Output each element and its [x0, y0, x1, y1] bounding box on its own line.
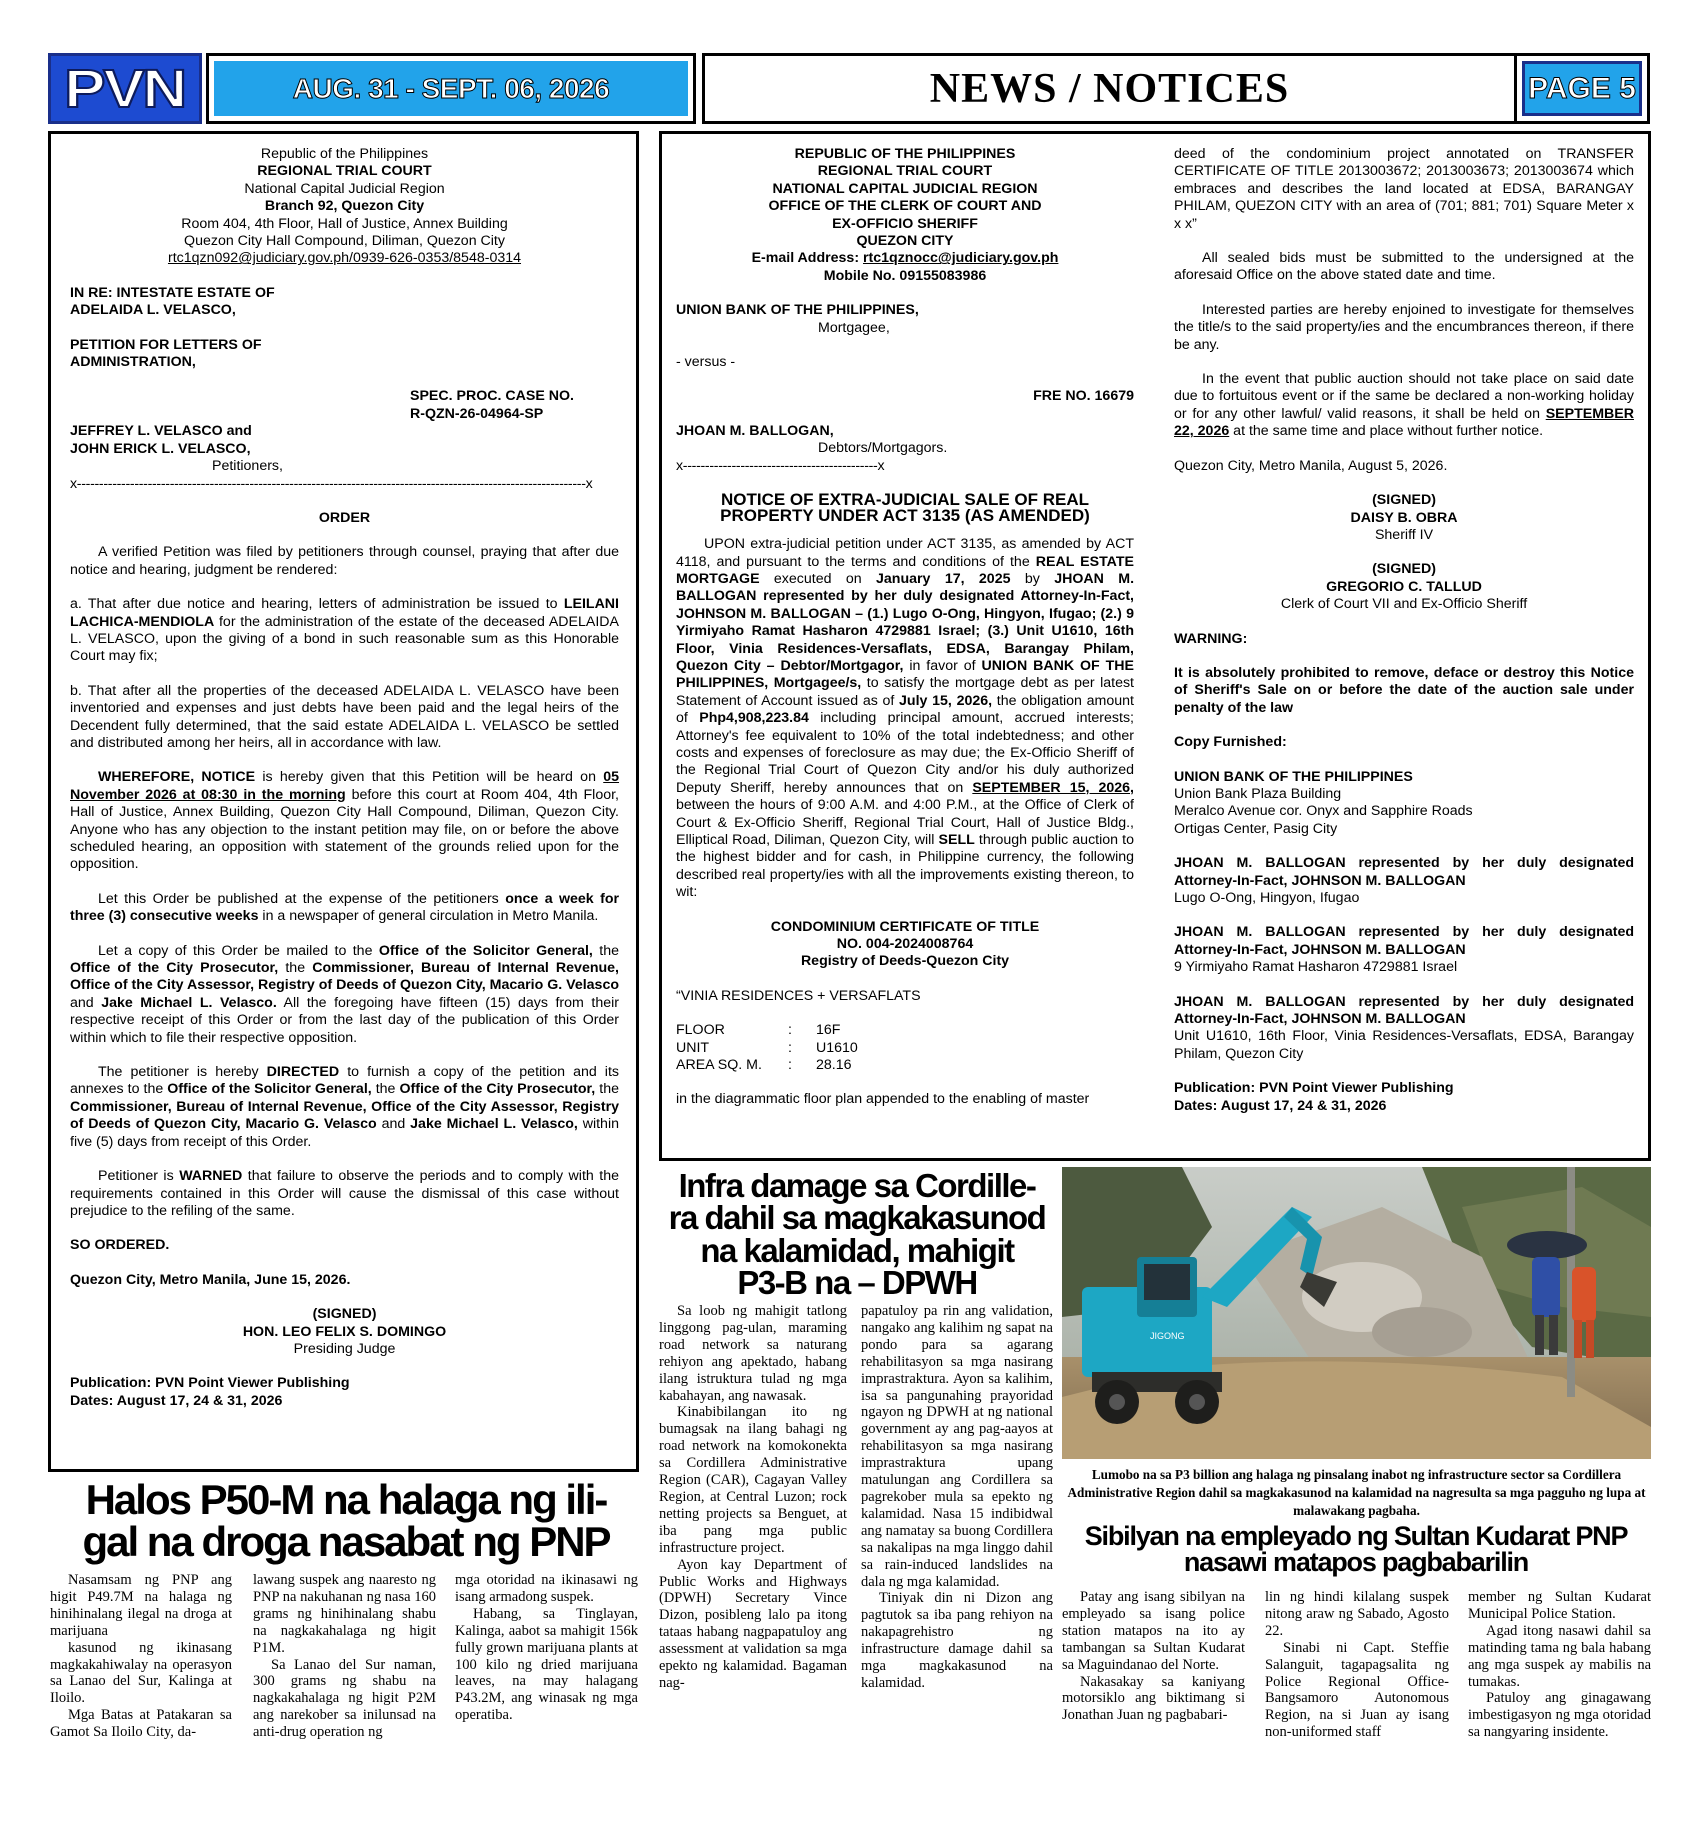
article-paragraph: Kinabibilangan ito ng bumagsak na ilang bahagi ng road network na komokonekta sa Cordillera Administrative Region (CAR), Cagayan Valley Region, at Central Luzon; rock netting projects sa Benguet, at iba pang mga public infrastructure project.	[659, 1404, 847, 1556]
sale-col-right	[1174, 146, 1634, 1115]
article-paragraph: papatuloy pa rin ang validation, nangako ang kalihim ng sapat na pondo para sa agarang rehabilitasyon sa mga nasirang imprastraktura. Ayon sa kalihim, isa sa pangunahing prayoridad ngayon ng DPWH at ng national government ay ang pag-aayos at rehabilitasyon sa mga nasirang imprastraktura upang matulungan ang Cordillera sa pagrekober mula sa epekto ng kalamidad. Nasa 15 indibidwal ang namatay sa buong Cordillera sa nakalipas na mga linggo dahil sa rain-induced landslides na dala ng mga kalamidad.	[861, 1303, 1053, 1590]
signed-label: (SIGNED)	[1372, 561, 1436, 578]
headline-line: na kalamidad, mahigit	[700, 1231, 1014, 1269]
warning-text: It is absolutely prohibited to remove, deface or destroy this Notice of Sheriff's Sale on or before the date of the auction sale under penalty of the law	[1174, 664, 1634, 716]
order-paragraph: A verified Petition was filed by petitioners through counsel, praying that after due notice and hearing, judgment be rendered:	[70, 544, 619, 578]
article-paragraph: member ng Sultan Kudarat Municipal Police Station.	[1468, 1589, 1651, 1622]
photo-caption: Lumobo na sa P3 billion ang halaga ng pinsalang inabot ng infrastructure sector sa Cordillera Administrative Region dahil sa magkakasunod na kalamidad na nagresulta sa mga pagguho ng lupa at malawakang pagbaha.	[1067, 1467, 1646, 1518]
pvn-logo: PVN	[48, 53, 202, 124]
sheriff-signature	[1174, 492, 1634, 544]
article-paragraph: Habang, sa Tinglayan, Kalinga, aabot sa mahigit 156k fully grown marijuana plants at 100 kilo ng dried marijuana leaves, na may halagang P43.2M, ang winasak ng mga operatiba.	[455, 1605, 638, 1724]
sale-header-line: REGIONAL TRIAL COURT	[817, 163, 993, 180]
cct-line: Registry of Deeds-Quezon City	[800, 953, 1010, 970]
headline-line: gal na droga nasabat ng PNP	[82, 1518, 610, 1565]
order-header-line: National Capital Judicial Region	[244, 180, 445, 197]
section-title-box	[702, 53, 1514, 124]
headline-line: Halos P50-M na halaga ng ili-	[85, 1476, 607, 1523]
order-contact: rtc1qzn092@judiciary.gov.ph/0939-626-0353/8548-0314	[167, 250, 522, 267]
sheriff-name: DAISY B. OBRA	[1350, 509, 1458, 526]
case-in-re-line: IN RE: INTESTATE ESTATE OF	[70, 284, 275, 301]
article-paragraph: Patay ang isang sibilyan na empleyado sa isang police station matapos na ito ay tambangan sa Sultan Kudarat sa Maguindanao del Norte.	[1062, 1589, 1245, 1673]
article-paragraph: Nakasakay sa kaniyang motorsiklo ang biktimang si Jonathan Juan ng pagbabari-	[1062, 1673, 1245, 1724]
headline-line: P3-B na – DPWH	[737, 1263, 977, 1301]
case-number	[70, 388, 619, 423]
clerk-signature	[1174, 561, 1634, 613]
issue-date: AUG. 31 - SEPT. 06, 2026	[292, 72, 610, 104]
order-header-line: Republic of the Philippines	[260, 146, 429, 162]
sale-body: UPON extra-judicial petition under ACT 3135, as amended by ACT 4118, and pursuant to the terms and conditions of the REAL ESTATE MORTGAGE executed on January 17, 2025 by JHOAN M. BALLOGAN represented by her duly designated Attorney-In-Fact, JOHNSON M. BALLOGAN – (1.) Lugo O-Ong, Hingyon, Ifugao; (2.) 9 Yirmiyaho Ramat Hasharon 4729881 Israel; (3.) Unit U1610, 16th Floor, Vinia Residences-Versaflats, EDSA, Barangay Philam, Quezon City – Debtor/Mortgagor, in favor of UNION BANK OF THE PHILIPPINES, Mortgagee/s, to satisfy the mortgage debt as per latest Statement of Account issued as of July 15, 2026, the obligation amount of Php4,908,223.84 including principal amount, accrued interests; Attorney's fee equivalent to 10% of the total indebtedness; and other costs and expenses of foreclosure as may due; the Ex-Officio Sheriff of the Regional Trial Court of Quezon City and/or his duly authorized Deputy Sheriff, hereby announces that on SEPTEMBER 15, 2026, between the hours of 9:00 A.M. and 4:00 P.M., at the Office of Clerk of Court & Ex-Officio Sheriff, Regional Trial Court, Hall of Justice Bldg., Elliptical Road, Diliman, Quezon City, will SELL through public auction to the highest bidder and for cash, in Philippine currency, the following described real property/ies with all the improvements existing thereon, to wit:	[676, 536, 1135, 901]
case-number-line: R-QZN-26-04964-SP	[410, 405, 544, 422]
order-paragraph: Petitioner is WARNED that failure to observe the periods and to comply with the requirements contained in this Order will cause the dismissal of this case without prejudice to the refiling of the same.	[70, 1168, 619, 1219]
order-header	[70, 146, 619, 268]
case-in-re-line: ADELAIDA L. VELASCO,	[70, 302, 236, 319]
sale-place-date: Quezon City, Metro Manila, August 5, 2026.	[1174, 457, 1448, 474]
warning-label: WARNING:	[1174, 630, 1248, 647]
article-column	[1062, 1589, 1245, 1724]
case-petition-line: PETITION FOR LETTERS OF	[70, 336, 262, 353]
article-column	[253, 1572, 436, 1741]
landslide-photo-image	[1062, 1167, 1651, 1459]
article-paragraph: kasunod ng ikinasang magkakahiwalay na operasyon sa Lanao del Sur, Kalinga at Iloilo.	[50, 1639, 232, 1707]
mortgagee-name: UNION BANK OF THE PHILIPPINES,	[676, 302, 919, 319]
deed-text: deed of the condominium project annotated on TRANSFER CERTIFICATE OF TITLE 2013003672; 2013003673; 2013003674 which embraces and describes the land located at EDSA, BARANGAY PHILAM, QUEZON CITY with an area of (701; 881; 701) Square Meter x x x”	[1174, 146, 1634, 232]
article-infra-headline	[654, 1167, 1060, 1301]
judge-name: HON. LEO FELIX S. DOMINGO	[242, 1323, 447, 1340]
landslide-photo	[1062, 1167, 1651, 1459]
publication-line: Publication: PVN Point Viewer Publishing	[70, 1375, 350, 1392]
order-signature	[70, 1306, 619, 1358]
sale-header-line: OFFICE OF THE CLERK OF COURT AND	[768, 198, 1042, 215]
property-name: “VINIA RESIDENCES + VERSAFLATS	[676, 987, 921, 1004]
debtor-label: Debtors/Mortgagors.	[818, 440, 948, 457]
clerk-title: Clerk of Court VII and Ex-Officio Sheriff	[1280, 596, 1528, 613]
unit-row: AREA SQ. M. : 28.16	[676, 1057, 852, 1074]
article-paragraph: Sa loob ng mahigit tatlong linggong pag-ulan, maraming road network sa naturang rehiyon ang apektado, habang ilang istruktura tulad ng mga kabahayan, ang nawasak.	[659, 1303, 847, 1404]
order-header-line: Quezon City Hall Compound, Diliman, Quezon City	[184, 233, 505, 250]
article-column	[1468, 1589, 1651, 1741]
headline-line: Infra damage sa Cordille-	[678, 1167, 1036, 1204]
article-infra-body	[659, 1303, 1055, 1691]
sale-title-line: NOTICE OF EXTRA-JUDICIAL SALE OF REAL	[720, 490, 1090, 510]
case-number-line: SPEC. PROC. CASE NO.	[410, 388, 574, 405]
page-number-box	[1514, 53, 1650, 124]
case-petition-line: ADMINISTRATION,	[70, 354, 196, 371]
order-paragraph: b. That after all the properties of the deceased ADELAIDA L. VELASCO have been inventoried and expenses and just debts have been paid and the legal heirs of the Decendent fully determined, that the said estate ADELAIDA L. VELASCO be settled and distributed among her heirs, all in accordance with law.	[70, 682, 619, 751]
publication-dates: Dates: August 17, 24 & 31, 2026	[1174, 1097, 1387, 1114]
mortgagee-label: Mortgagee,	[818, 319, 890, 336]
article-paragraph: Mga Batas at Patakaran sa Gamot Sa Iloilo City, da-	[50, 1707, 232, 1741]
sale-header-line: EX-OFFICIO SHERIFF	[832, 215, 978, 232]
divider: x-------------------------------------------------------------------------------------------------------------------x	[70, 475, 593, 492]
judge-title: Presiding Judge	[293, 1340, 396, 1357]
svg-text:JIGONG: JIGONG	[1150, 1331, 1185, 1341]
versus: - versus -	[676, 354, 736, 371]
article-paragraph: Tiniyak din ni Dizon ang pagtutok sa iba pang rehiyon na nakapagrehistro ng infrastructure damage dahil sa mga magkakasunod na kalamidad.	[861, 1590, 1053, 1691]
petitioner-name: JEFFREY L. VELASCO and	[70, 423, 252, 440]
article-paragraph: Patuloy ang ginagawang imbestigasyon ng mga otoridad sa nangyaring insidente.	[1468, 1690, 1651, 1741]
article-paragraph: Sinabi ni Capt. Steffie Salanguit, tagapagsalita ng Police Regional Office-Bangsamoro Autonomous Region, na si Juan ay isang non-uniformed staff	[1265, 1639, 1449, 1741]
masthead	[48, 53, 1650, 124]
petitioners-label: Petitioners,	[212, 458, 283, 475]
section-title: NEWS / NOTICES	[929, 65, 1290, 112]
order-paragraph: Let this Order be published at the expense of the petitioners once a week for three (3) consecutive weeks in a newspaper of general circulation in Metro Manila.	[70, 890, 620, 925]
sale-mobile: Mobile No. 09155083986	[823, 267, 987, 284]
order-publication	[70, 1375, 619, 1410]
article-paragraph: Agad itong nasawi dahil sa matinding tama ng bala habang ang mga suspek ay mabilis na tumakas.	[1468, 1622, 1651, 1690]
article-column	[659, 1303, 847, 1692]
sale-publication	[1174, 1080, 1634, 1115]
sale-title	[676, 492, 1134, 524]
unit-row: FLOOR : 16F	[676, 1022, 841, 1039]
article-paragraph: Sa Lanao del Sur naman, 300 grams ng shabu na nagkakahalaga ng higit P2M ang narekober sa inilunsad na anti-drug operation ng	[253, 1656, 436, 1741]
article-column	[50, 1572, 232, 1741]
article-column	[455, 1572, 638, 1724]
page-number: PAGE 5	[1528, 71, 1636, 105]
mortgagee	[676, 302, 1134, 337]
auction-reschedule: In the event that public auction should not take place on said date due to fortuitous event or if the same be declared a non-working holiday or for any other lawful/ valid reasons, it shall be held on SEPTEMBER 22, 2026 at the same time and place without further notice.	[1174, 371, 1634, 440]
extrajudicial-sale-notice	[659, 131, 1651, 1161]
sale-header-line: NATIONAL CAPITAL JUDICIAL REGION	[772, 180, 1038, 197]
issue-date-box	[206, 53, 696, 124]
fre-number: FRE NO. 16679	[1033, 388, 1134, 405]
publication-line: Publication: PVN Point Viewer Publishing	[1174, 1080, 1454, 1097]
sheriff-title: Sheriff IV	[1374, 526, 1434, 543]
clerk-name: GREGORIO C. TALLUD	[1326, 578, 1482, 595]
court-order-notice	[48, 131, 639, 1472]
order-paragraph: WHEREFORE, NOTICE is hereby given that this Petition will be heard on 05 November 2026 at 08:30 in the morning before this court at Room 404, 4th Floor, Hall of Justice, Annex Building, Quezon City Hall Compound, Diliman, Quezon City. Anyone who has any objection to the instant petition may file, on or before the above scheduled hearing, an opposition with statement of the grounds relied upon for the opposition.	[70, 769, 620, 873]
headline-line: ra dahil sa magkakasunod	[668, 1199, 1046, 1237]
order-header-line: Room 404, 4th Floor, Hall of Justice, Annex Building	[181, 215, 508, 232]
copy-furnished-entry: UNION BANK OF THE PHILIPPINES Union Bank Plaza Building Meralco Avenue cor. Onyx and Sapphire Roads Ortigas Center, Pasig City	[1174, 768, 1473, 837]
unit-row: UNIT : U1610	[676, 1039, 858, 1056]
copy-furnished-entry: JHOAN M. BALLOGAN represented by her duly designated Attorney-In-Fact, JOHNSON M. BALLOGAN Unit U1610, 16th Floor, Vinia Residences-Versaflats, EDSA, Barangay Philam, Quezon City	[1174, 993, 1634, 1062]
order-paragraph: a. That after due notice and hearing, letters of administration be issued to LEILANI LACHICA-MENDIOLA for the administration of the estate of the deceased ADELAIDA L. VELASCO, upon the giving of a bond in such reasonable sum as this Honorable Court may fix;	[70, 596, 619, 665]
copy-furnished-entry: JHOAN M. BALLOGAN represented by her duly designated Attorney-In-Fact, JOHNSON M. BALLOGAN Lugo O-Ong, Hingyon, Ifugao	[1174, 855, 1634, 906]
floorplan-text: in the diagrammatic floor plan appended to the enabling of master	[676, 1091, 1090, 1108]
article-paragraph: lawang suspek ang naaresto ng PNP na nakuhanan ng nasa 160 grams ng hinihinalang shabu na nagkakahalaga ng higit P1M.	[253, 1572, 436, 1656]
petitioner-name: JOHN ERICK L. VELASCO,	[70, 440, 251, 457]
copy-furnished-entry: JHOAN M. BALLOGAN represented by her duly designated Attorney-In-Fact, JOHNSON M. BALLOGAN 9 Yirmiyaho Ramat Hasharon 4729881 Israel	[1174, 924, 1634, 976]
sale-email: E-mail Address: rtc1qznocc@judiciary.gov.ph	[751, 250, 1059, 267]
headline-line: Sibilyan na empleyado ng Sultan Kudarat PNP	[1084, 1521, 1628, 1551]
article-paragraph: lin ng hindi kilalang suspek nitong araw ng Sabado, Agosto 22.	[1265, 1589, 1449, 1639]
article-paragraph: Nasamsam ng PNP ang higit P49.7M na halaga ng hinihinalang ilegal na droga at marijuana	[50, 1572, 232, 1639]
cct	[676, 919, 1134, 971]
order-paragraph: The petitioner is hereby DIRECTED to furnish a copy of the petition and its annexes to the Office of the Solicitor General, the Office of the City Prosecutor, the Commissioner, Bureau of Internal Revenue, Office of the City Assessor, Registry of Deeds of Quezon City, Macario G. Velasco and Jake Michael L. Velasco, within five (5) days from receipt of this Order.	[70, 1064, 619, 1150]
cct-line: CONDOMINIUM CERTIFICATE OF TITLE	[770, 918, 1040, 935]
case-in-re	[70, 285, 619, 320]
article-sultan-body	[1062, 1589, 1652, 1741]
order-paragraph: Let a copy of this Order be mailed to the Office of the Solicitor General, the Office of the City Prosecutor, the Commissioner, Bureau of Internal Revenue, Office of the City Assessor, Registry of Deeds of Quezon City, Macario G. Velasco and Jake Michael L. Velasco. All the foregoing have fifteen (15) days from their respective receipt of this Order or from the last day of the publication of this Order within which to file their respective opposition.	[70, 942, 619, 1046]
sale-col-left	[676, 146, 1134, 1109]
divider: x--------------------------------------------x	[676, 457, 885, 474]
order-place-date: Quezon City, Metro Manila, June 15, 2026.	[70, 1271, 351, 1288]
article-droga-headline	[48, 1476, 644, 1565]
so-ordered: SO ORDERED.	[70, 1237, 170, 1254]
order-title: ORDER	[318, 509, 371, 526]
case-petitioners	[70, 423, 619, 475]
article-droga-body	[50, 1572, 640, 1741]
article-column	[861, 1303, 1053, 1692]
debtor-name: JHOAN M. BALLOGAN,	[676, 422, 834, 439]
sale-header	[676, 146, 1134, 285]
article-paragraph: Ayon kay Department of Public Works and Highways (DPWH) Secretary Vince Dizon, posibleng lalo pa itong tataas habang nagpapatuloy ang assessment at validation sa mga epekto ng kalamidad. Bagaman nag-	[659, 1556, 847, 1691]
article-sultan-headline	[1060, 1523, 1652, 1576]
signed-label: (SIGNED)	[1372, 492, 1436, 509]
cct-line: NO. 004-2024008764	[836, 936, 974, 953]
headline-line: nasawi matapos pagbabarilin	[1183, 1547, 1529, 1578]
signed-label: (SIGNED)	[312, 1306, 377, 1323]
copy-furnished-label: Copy Furnished:	[1174, 734, 1287, 751]
order-header-line: Branch 92, Quezon City	[264, 198, 425, 215]
sale-header-line: REPUBLIC OF THE PHILIPPINES	[794, 146, 1016, 162]
case-petition	[70, 337, 619, 372]
unit-table	[676, 1022, 858, 1074]
interested-parties: Interested parties are hereby enjoined to investigate for themselves the title/s to the said property/ies and the encumbrances thereon, if there be any.	[1174, 301, 1634, 353]
publication-dates: Dates: August 17, 24 & 31, 2026	[70, 1392, 283, 1409]
sale-header-line: QUEZON CITY	[856, 233, 954, 250]
article-paragraph: mga otoridad na ikinasawi ng isang armadong suspek.	[455, 1572, 638, 1605]
debtor	[676, 423, 1134, 475]
sale-title-line: PROPERTY UNDER ACT 3135 (AS AMENDED)	[720, 506, 1090, 526]
sealed-bids: All sealed bids must be submitted to the undersigned at the aforesaid Office on the above stated date and time.	[1174, 250, 1634, 284]
article-column	[1265, 1589, 1449, 1741]
order-header-line: REGIONAL TRIAL COURT	[257, 163, 432, 180]
